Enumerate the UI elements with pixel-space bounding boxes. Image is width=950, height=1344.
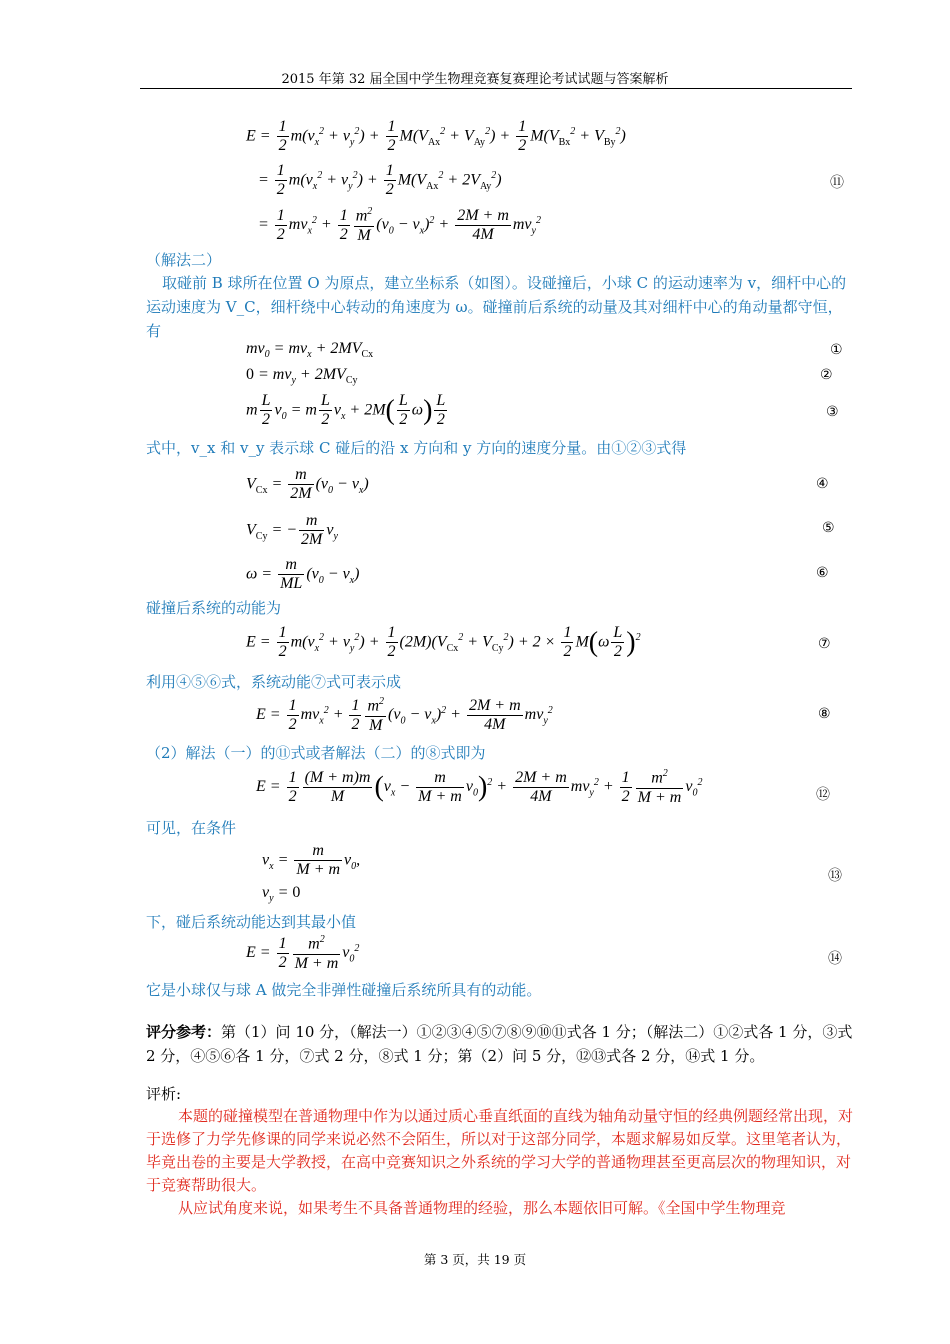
- page-header: 2015 年第 32 届全国中学生物理竞赛复赛理论考试试题与答案解析: [281, 72, 669, 87]
- analysis-paragraph-2: 从应试角度来说，如果考生不具备普通物理的经验，那么本题依旧可解。《全国中学生物理竞: [178, 1199, 786, 1217]
- equation-tag: ③: [826, 404, 839, 420]
- equation-vcx: $V_{Cx}$ = $\frac{m}{2M}$ $(v_0 - v_x)$: [246, 466, 369, 503]
- equation-momentum-y: $0 = mv_y + 2MV_{Cy}$: [246, 366, 358, 387]
- method2-paragraph: 取碰前 B 球所在位置 O 为原点，建立坐标系（如图）。设碰撞后，小球 C 的运动速率为 v，细杆中心的运动速度为 V_C，细杆绕中心转动的角速度为 ω。碰撞前后系统的动量及其对细杆中心的角动量都守恒，有: [146, 274, 847, 340]
- equation-tag: ⑤: [822, 520, 835, 536]
- part2-text: （2）解法（一）的⑪式或者解法（二）的⑧式即为: [146, 744, 486, 762]
- seen-text: 可见，在条件: [146, 819, 237, 837]
- equation-tag: ①: [830, 342, 843, 358]
- equation-energy-7: E = $\frac{1}{2}$ $m(v_x^2 + v_y^2)$ + $\frac{1}{2}$ $(2M)(V_{Cx}^2 + V_{Cy}^2) + 2$ × $\frac{1}{2}$ M(ω $\frac{L}{2}$ )$^2$: [246, 624, 641, 661]
- min-text: 下，碰后系统动能达到其最小值: [146, 913, 357, 931]
- equation-tag: ④: [816, 476, 829, 492]
- method2-title: （解法二）: [146, 251, 222, 269]
- equation-energy-12: E = $\frac{1}{2}$ $\frac{(M + m)m}{M}$ ($v_x$ − $\frac{m}{M + m}$ $v_0)^2$ + $\frac{2M + m}{4M}$ $mv_y^2$ + $\frac{1}{2}$ $\frac{m^2}{M + m}$ $v_0^2$: [256, 768, 703, 806]
- equation-tag: ⑧: [818, 706, 831, 722]
- analysis-paragraph-1: 本题的碰撞模型在普通物理中作为以通过质心垂直纸面的直线为轴角动量守恒的经典例题经常出现，对于选修了力学先修课的同学来说必然不会陌生，所以对于这部分同学，本题求解易如反掌。这里笔者认为，毕竟出卷的主要是大学教授，在高中竞赛知识之外系统的学习大学的普通物理甚至更高层次的物理知识，对于竞赛帮助很大。: [146, 1107, 854, 1194]
- kinetic-energy-label: 碰撞后系统的动能为: [146, 599, 282, 617]
- using-text: 利用④⑤⑥式，系统动能⑦式可表示成: [146, 673, 402, 691]
- scoring-reference: [146, 1020, 856, 1068]
- equation-min-energy: E = $\frac{1}{2}$ $\frac{m^2}{M + m}$ $v_0^2$: [246, 934, 360, 972]
- equation-condition-vx: $v_x$ = $\frac{m}{M + m}$ $v_0$,: [262, 842, 361, 879]
- equation-condition-vy: $v_y = 0$: [262, 884, 301, 905]
- equation-tag: ⑥: [816, 565, 829, 581]
- equation-energy-line1: E = $\frac{1}{2}$ $m(v_x^2 + v_y^2)$ + $\frac{1}{2}$ $M(V_{Ax}^2 + V_{Ay}^2)$ + $\frac{1}{2}$ $M(V_{Bx}^2 + V_{By}^2)$: [246, 118, 626, 155]
- equation-energy-8: E = $\frac{1}{2}$ $mv_x^2$ + $\frac{1}{2}$ $\frac{m^2}{M}$ $(v_0 - v_x)^2$ + $\frac{2M + m}{4M}$ $mv_y^2$: [256, 696, 553, 734]
- equation-omega: ω = $\frac{m}{ML}$ $(v_0 - v_x)$: [246, 556, 360, 593]
- equation-tag: ⑫: [816, 787, 830, 803]
- equation-tag: ⑦: [818, 636, 831, 652]
- equation-energy-line2: = $\frac{1}{2}$ $m(v_x^2 + v_y^2)$ + $\frac{1}{2}$ $M(V_{Ax}^2 + 2V_{Ay}^2)$: [258, 162, 502, 199]
- equation-momentum-x: $mv_0 = mv_x + 2MV_{Cx}$: [246, 340, 374, 361]
- equation-angular-momentum: m $\frac{L}{2}$ $v_0 = m$ $\frac{L}{2}$ $v_x + 2M$( $\frac{L}{2}$ ω) $\frac{L}{2}$: [246, 392, 446, 429]
- equation-energy-line3: = $\frac{1}{2}$ $mv_x^2$ + $\frac{1}{2}$ $\frac{m^2}{M}$ $(v_0 - v_x)^2$ + $\frac{2M + m}{4M}$ $mv_y^2$: [258, 206, 541, 244]
- conclusion-text: 它是小球仅与球 A 做完全非弹性碰撞后系统所具有的动能。: [146, 981, 542, 999]
- scoring-text: 第（1）问 10 分，（解法一）①②③④⑤⑦⑧⑨⑩⑪式各 1 分；（解法二）①②式各 1 分，③式 2 分，④⑤⑥各 1 分，⑦式 2 分，⑧式 1 分；第（2）问 5 分，⑫⑬式各 2 分，⑭式 1 分。: [146, 1023, 853, 1065]
- where-text: 式中，v_x 和 v_y 表示球 C 碰后的沿 x 方向和 y 方向的速度分量。由①②③式得: [146, 439, 687, 457]
- equation-tag: ⑬: [828, 868, 842, 884]
- equation-tag: ⑭: [828, 951, 842, 967]
- page-footer: 第 3 页，共 19 页: [423, 1252, 527, 1267]
- analysis-label: 评析:: [146, 1085, 182, 1103]
- scoring-label: 评分参考：: [146, 1023, 222, 1041]
- header-rule: [140, 88, 852, 89]
- equation-tag: ②: [820, 367, 833, 383]
- equation-vcy: $V_{Cy}$ = − $\frac{m}{2M}$ $v_y$: [246, 512, 338, 549]
- equation-tag: ⑪: [830, 175, 844, 191]
